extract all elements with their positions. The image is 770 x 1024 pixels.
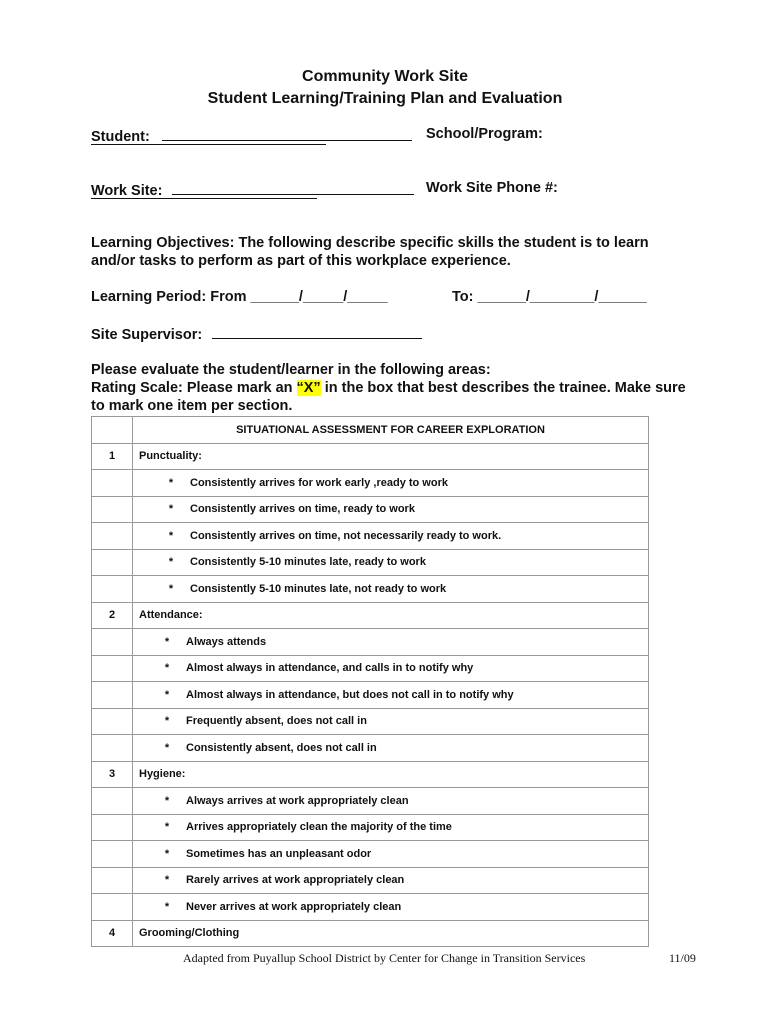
rating-option-content [139, 715, 648, 727]
student-row [91, 126, 412, 146]
rating-option [133, 841, 649, 868]
rating-option [133, 655, 649, 682]
rating-option-label: Consistently arrives on time, not necessarily ready to work. [190, 529, 502, 542]
rating-option-row [92, 735, 649, 762]
rating-option-content [139, 742, 648, 754]
section-number: 3 [92, 761, 133, 788]
worksite-field[interactable] [172, 180, 414, 195]
rating-option-label: Rarely arrives at work appropriately clean [186, 874, 405, 887]
bullet-icon: * [168, 503, 174, 516]
section-number: 1 [92, 443, 133, 470]
rating-option-content [139, 874, 648, 886]
section-row [92, 920, 649, 947]
supervisor-field[interactable] [212, 324, 422, 339]
x-mark-highlight: “X” [296, 380, 321, 396]
page-subtitle: Student Learning/Training Plan and Evaluation [207, 90, 563, 107]
rating-option-row [92, 655, 649, 682]
period-label: Learning Period: From [91, 289, 247, 305]
bullet-icon: * [168, 556, 174, 569]
rating-checkbox[interactable] [92, 576, 133, 603]
rating-option-content [139, 795, 648, 807]
rating-option-row [92, 814, 649, 841]
bullet-icon: * [164, 847, 170, 860]
rating-option [133, 629, 649, 656]
section-row [92, 761, 649, 788]
bullet-icon: * [164, 874, 170, 887]
rating-option-row [92, 682, 649, 709]
rating-option-row [92, 496, 649, 523]
rating-option-label: Consistently 5-10 minutes late, not ready to work [190, 582, 447, 595]
footer-credit: Adapted from Puyallup School District by Center for Change in Transition Services [183, 951, 586, 965]
rating-checkbox[interactable] [92, 549, 133, 576]
bullet-icon: * [164, 900, 170, 913]
rating-option-label: Consistently arrives on time, ready to work [190, 503, 415, 516]
learning-period-to [452, 289, 647, 305]
section-number: 2 [92, 602, 133, 629]
student-field[interactable] [162, 126, 412, 141]
bullet-icon: * [164, 794, 170, 807]
rating-option [133, 708, 649, 735]
bullet-icon: * [168, 476, 174, 489]
worksite-row [91, 180, 414, 200]
rating-option [133, 682, 649, 709]
rating-option-row [92, 629, 649, 656]
section-label: Grooming/Clothing [133, 920, 649, 947]
header-num-cell [92, 417, 133, 444]
rating-checkbox[interactable] [92, 841, 133, 868]
period-to-field[interactable]: ______/________/______ [477, 289, 647, 305]
rating-option-content [139, 689, 648, 701]
rating-scale: Rating Scale: Please mark an “X” in the box that best describes the trainee. Make sure to mark one item per section. [91, 380, 686, 414]
rating-option-content [139, 901, 648, 913]
school-program-field[interactable] [91, 144, 326, 145]
rating-checkbox[interactable] [92, 735, 133, 762]
bullet-icon: * [164, 715, 170, 728]
rating-option-label: Consistently 5-10 minutes late, ready to work [190, 556, 426, 569]
rating-option [133, 735, 649, 762]
rating-option-content [139, 530, 648, 542]
rating-option [133, 549, 649, 576]
section-row [92, 443, 649, 470]
evaluation-instructions [91, 361, 691, 415]
rating-checkbox[interactable] [92, 788, 133, 815]
bullet-icon: * [168, 529, 174, 542]
bullet-icon: * [164, 688, 170, 701]
rating-option [133, 496, 649, 523]
rating-option-content [139, 503, 648, 515]
rating-option-row [92, 894, 649, 921]
rating-option-label: Always arrives at work appropriately clean [186, 794, 409, 807]
school-program-label: School/Program: [426, 126, 543, 142]
page-title: Community Work Site [302, 68, 468, 85]
rating-checkbox[interactable] [92, 470, 133, 497]
table-header: SITUATIONAL ASSESSMENT FOR CAREER EXPLORATION [133, 417, 649, 444]
rating-option-content [139, 662, 648, 674]
rating-option-row [92, 841, 649, 868]
rating-option-label: Consistently arrives for work early ,ready to work [190, 476, 448, 489]
table-header-row [92, 417, 649, 444]
rating-option-content [139, 477, 648, 489]
rating-option [133, 814, 649, 841]
rating-option-row [92, 549, 649, 576]
evaluation-line: Please evaluate the student/learner in the following areas: [91, 362, 491, 378]
rating-checkbox[interactable] [92, 894, 133, 921]
worksite-phone-field[interactable] [91, 198, 317, 199]
rating-option-row [92, 470, 649, 497]
rating-option-content [139, 848, 648, 860]
rating-checkbox[interactable] [92, 814, 133, 841]
section-row [92, 602, 649, 629]
rating-option-content [139, 583, 648, 595]
footer-date: 11/09 [669, 951, 696, 965]
rating-option [133, 788, 649, 815]
student-label: Student: [91, 129, 150, 145]
rating-checkbox[interactable] [92, 629, 133, 656]
section-label: Punctuality: [133, 443, 649, 470]
rating-option-row [92, 576, 649, 603]
learning-period-from [91, 289, 388, 305]
rating-option-content [139, 636, 648, 648]
rating-option [133, 576, 649, 603]
rating-option-content [139, 556, 648, 568]
rating-option-row [92, 708, 649, 735]
rating-checkbox[interactable] [92, 708, 133, 735]
rating-checkbox[interactable] [92, 496, 133, 523]
bullet-icon: * [164, 662, 170, 675]
rating-option-label: Never arrives at work appropriately clean [186, 900, 402, 913]
rating-option-row [92, 523, 649, 550]
rating-checkbox[interactable] [92, 523, 133, 550]
worksite-label: Work Site: [91, 183, 163, 199]
supervisor-label: Site Supervisor: [91, 327, 203, 343]
to-label: To: [452, 289, 474, 305]
rating-option-label: Consistently absent, does not call in [186, 741, 377, 754]
rating-checkbox[interactable] [92, 655, 133, 682]
period-from-field[interactable]: ______/_____/_____ [250, 289, 388, 305]
bullet-icon: * [164, 635, 170, 648]
rating-checkbox[interactable] [92, 682, 133, 709]
rating-option-label: Arrives appropriately clean the majority of the time [186, 821, 452, 834]
rating-option-row [92, 867, 649, 894]
rating-option [133, 867, 649, 894]
rating-option-label: Almost always in attendance, but does not call in to notify why [186, 688, 514, 701]
rating-option [133, 470, 649, 497]
bullet-icon: * [164, 821, 170, 834]
rating-option-label: Always attends [186, 635, 267, 648]
section-label: Attendance: [133, 602, 649, 629]
bullet-icon: * [164, 741, 170, 754]
section-number: 4 [92, 920, 133, 947]
assessment-table [91, 416, 649, 947]
rating-option-label: Frequently absent, does not call in [186, 715, 367, 728]
rating-checkbox[interactable] [92, 867, 133, 894]
learning-objectives: Learning Objectives: The following describe specific skills the student is to learn and/or tasks to perform as part of this workplace experience. [91, 235, 649, 269]
section-label: Hygiene: [133, 761, 649, 788]
rating-option-label: Sometimes has an unpleasant odor [186, 847, 372, 860]
rating-option-label: Almost always in attendance, and calls in to notify why [186, 662, 474, 675]
rating-option [133, 523, 649, 550]
bullet-icon: * [168, 582, 174, 595]
worksite-phone-label: Work Site Phone #: [426, 180, 558, 196]
rating-option-content [139, 821, 648, 833]
rating-option [133, 894, 649, 921]
rating-option-row [92, 788, 649, 815]
supervisor-row [91, 324, 422, 343]
